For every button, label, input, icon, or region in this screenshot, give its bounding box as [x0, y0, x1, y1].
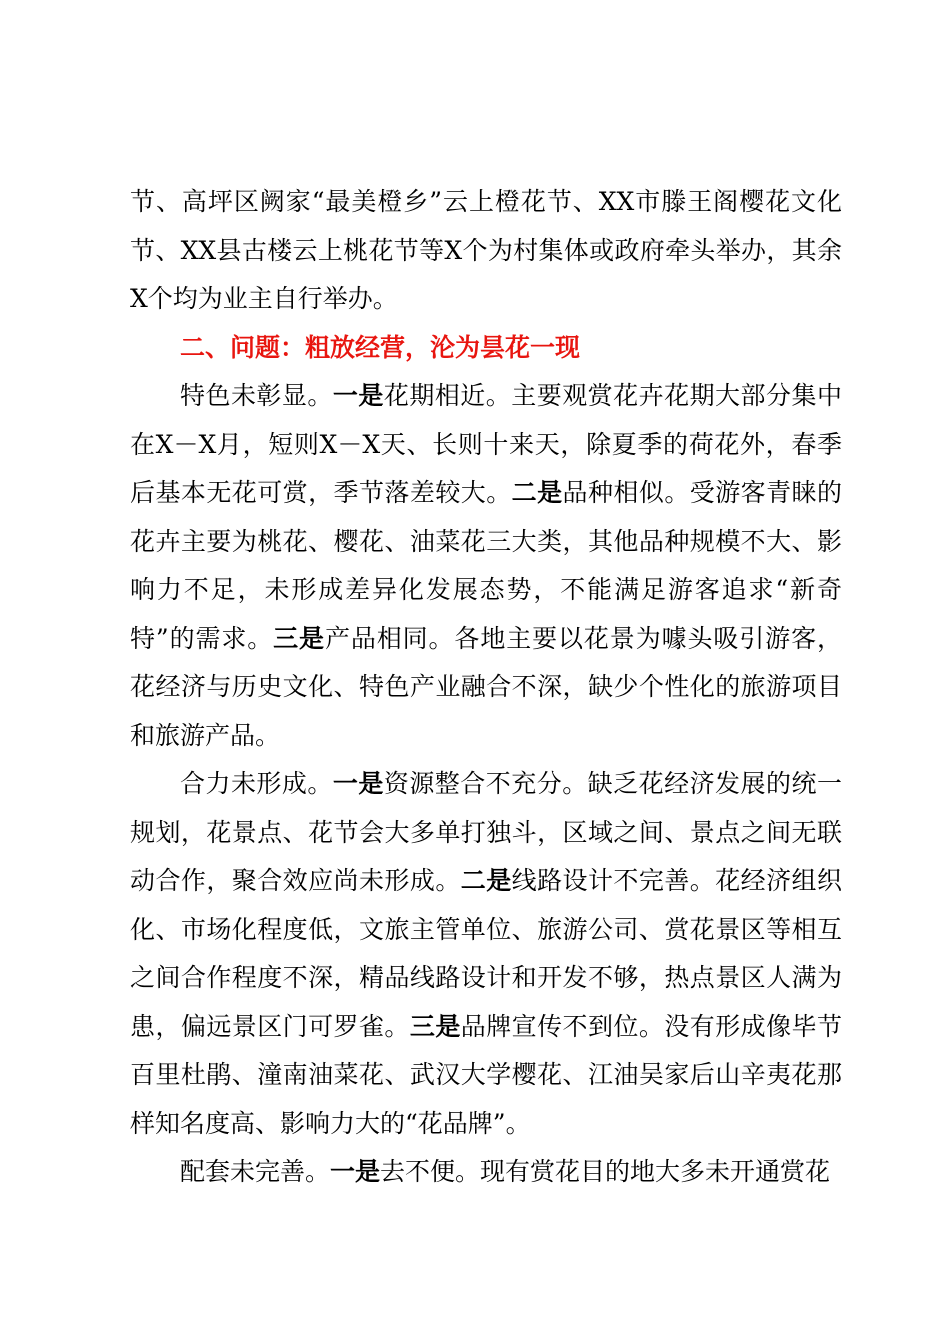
paragraph-lead: 合力未形成。 — [180, 769, 333, 798]
keyword-second: 二是 — [460, 866, 512, 895]
paragraph-lead: 特色未彰显。 — [180, 381, 333, 410]
intro-paragraph: 节、高坪区阙家“最美橙乡”云上橙花节、XX市滕王阁樱花文化节、XX县古楼云上桃花节等X个为村集体或政府牵头举办，其余X个均为业主自行举办。 — [130, 187, 842, 313]
paragraph-synergy — [130, 760, 842, 1148]
paragraph-text: 去不便。现有赏花目的地大多未开通赏花 — [380, 1157, 831, 1186]
paragraph-features — [130, 372, 842, 760]
document-page — [130, 178, 842, 1197]
keyword-first: 一是 — [330, 1157, 381, 1186]
paragraph-text: 花期相近。主要观赏花卉花期大部分集中在X－X月，短则X－X天、长则十来天，除夏季的荷花外，春季后基本无花可赏，季节落差较大。 — [130, 381, 842, 507]
keyword-third: 三是 — [409, 1011, 461, 1041]
section-heading: 二、问题：粗放经营，沦为昙花一现 — [180, 332, 581, 362]
paragraph-text: 品种相似。受游客青睐的花卉主要为桃花、樱花、油菜花三大类，其他品种规模不大、影响力不足，未形成差异化发展态势，不能满足游客追求“新奇特”的需求。 — [130, 478, 842, 653]
paragraph-text: 资源整合不充分。缺乏花经济发展的统一规划，花景点、花节会大多单打独斗，区域之间、景点之间无联动合作，聚合效应尚未形成。 — [130, 769, 842, 895]
paragraph-facilities — [130, 1148, 842, 1197]
keyword-third: 三是 — [273, 623, 325, 653]
paragraph-text: 品牌宣传不到位。没有形成像毕节百里杜鹃、潼南油菜花、武汉大学樱花、江油吴家后山辛夷花那样知名度高、影响力大的“花品牌”。 — [130, 1011, 842, 1138]
paragraph-lead: 配套未完善。 — [180, 1157, 331, 1186]
keyword-first: 一是 — [332, 381, 384, 410]
paragraph-text: 线路设计不完善。花经济组织化、市场化程度低，文旅主管单位、旅游公司、赏花景区等相互之间合作程度不深，精品线路设计和开发不够，热点景区人满为患，偏远景区门可罗雀。 — [130, 866, 842, 1041]
paragraph-text: 产品相同。各地主要以花景为噱头吸引游客，花经济与历史文化、特色产业融合不深，缺少个性化的旅游项目和旅游产品。 — [130, 623, 842, 750]
keyword-second: 二是 — [511, 478, 563, 507]
keyword-first: 一是 — [332, 769, 384, 798]
